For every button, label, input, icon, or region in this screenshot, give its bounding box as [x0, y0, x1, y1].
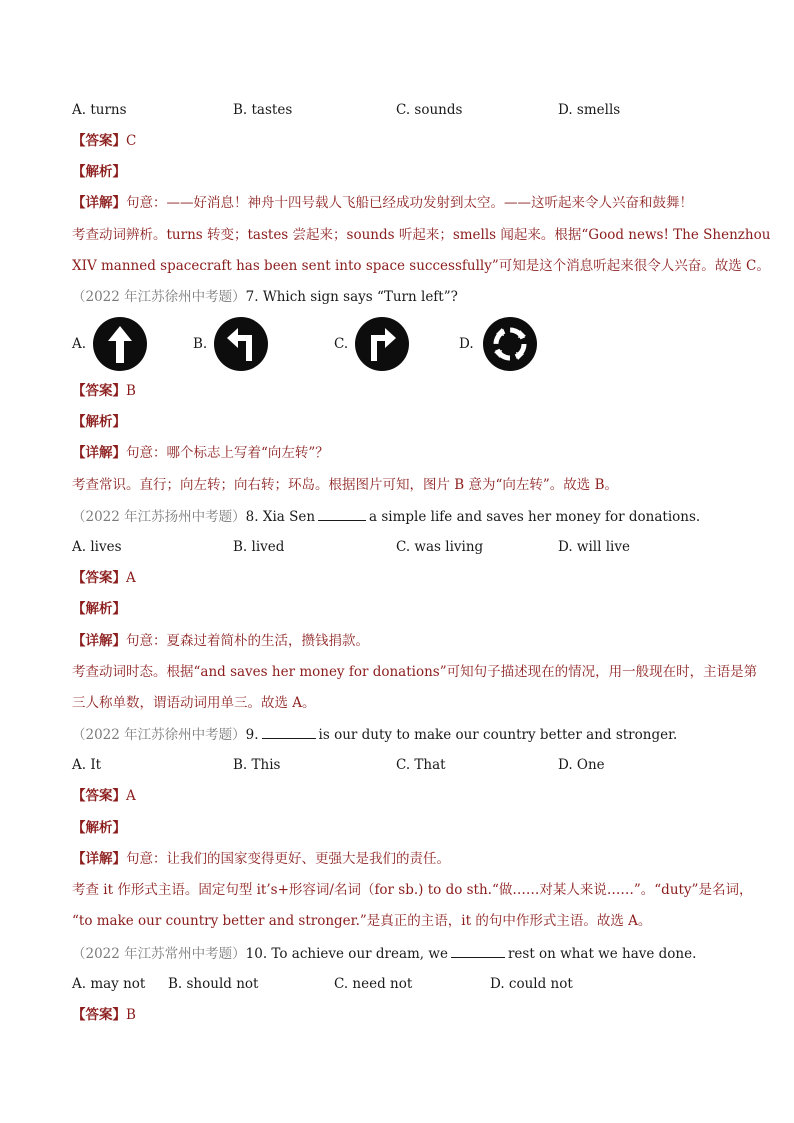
q10-option-c: C. need not — [334, 976, 413, 992]
q7-option-c-label: C. — [334, 336, 349, 352]
q8-explain-1: 考查动词时态。根据“and saves her money for donations”可知句子描述现在的情况，用一般现在时，主语是第 — [72, 664, 758, 680]
answer-value: A — [126, 788, 136, 804]
q9-analysis — [72, 818, 126, 838]
answer-value: B — [126, 383, 136, 399]
question-stem-start: 8. Xia Sen — [245, 509, 316, 525]
q9-option-d: D. One — [558, 757, 605, 773]
q8-option-b: B. lived — [233, 539, 285, 555]
question-stem-end: rest on what we have done. — [507, 946, 697, 962]
answer-value: C — [126, 133, 137, 149]
q9-option-c: C. That — [396, 757, 446, 773]
question-source: （2022 年江苏徐州中考题） — [72, 727, 246, 743]
q9-stem-line — [72, 724, 677, 745]
q7-option-b-label: B. — [193, 336, 208, 352]
question-source: （2022 年江苏徐州中考题） — [72, 289, 246, 305]
q7-explain-1: 考查常识。直行；向左转；向右转；环岛。根据图片可知，图片 B 意为“向左转”。故选 B。 — [72, 477, 619, 493]
q10-answer — [72, 1005, 136, 1025]
analysis-label: 【解析】 — [72, 164, 126, 180]
roundabout-icon — [482, 316, 538, 372]
q8-stem-line — [72, 506, 700, 527]
q8-analysis — [72, 599, 126, 619]
q9-explain-2: “to make our country better and stronger.”是真正的主语，it 的句中作形式主语。故选 A。 — [72, 913, 652, 929]
q7-option-d-label: D. — [459, 336, 474, 352]
question-source: （2022 年江苏常州中考题） — [72, 946, 246, 962]
question-stem-end: a simple life and saves her money for donations. — [369, 509, 701, 525]
answer-label: 【答案】 — [72, 383, 126, 399]
analysis-label: 【解析】 — [72, 414, 126, 430]
answer-label: 【答案】 — [72, 570, 126, 586]
q9-option-b: B. This — [233, 757, 281, 773]
analysis-label: 【解析】 — [72, 820, 126, 836]
q8-option-d: D. will live — [558, 539, 630, 555]
q8-option-a: A. lives — [72, 539, 122, 555]
q8-detail — [72, 631, 369, 651]
detail-text: 句意：让我们的国家变得更好、更强大是我们的责任。 — [126, 851, 450, 867]
q9-answer — [72, 786, 136, 806]
answer-label: 【答案】 — [72, 1007, 126, 1023]
q7-detail — [72, 443, 329, 463]
answer-label: 【答案】 — [72, 788, 126, 804]
turn-left-arrow-icon — [213, 316, 269, 372]
q6-option-b: B. tastes — [233, 102, 293, 118]
turn-right-arrow-icon — [354, 316, 410, 372]
answer-value: A — [126, 570, 136, 586]
q7-option-a-label: A. — [72, 336, 87, 352]
q6-option-c: C. sounds — [396, 102, 463, 118]
q8-option-c: C. was living — [396, 539, 484, 555]
analysis-label: 【解析】 — [72, 601, 126, 617]
question-source: （2022 年江苏扬州中考题） — [72, 509, 246, 525]
q7-stem-line — [72, 287, 458, 307]
detail-label: 【详解】 — [72, 445, 126, 461]
q7-analysis — [72, 412, 126, 432]
detail-label: 【详解】 — [72, 633, 126, 649]
q10-option-b: B. should not — [168, 976, 259, 992]
q10-option-d: D. could not — [490, 976, 573, 992]
detail-text: 句意：夏森过着简朴的生活，攒钱捐款。 — [126, 633, 369, 649]
q9-explain-1: 考查 it 作形式主语。固定句型 it’s+形容词/名词（for sb.) to do sth.“做……对某人来说……”。“duty”是名词， — [72, 882, 753, 898]
q6-explain-1: 考查动词辨析。turns 转变；tastes 尝起来；sounds 听起来；smells 闻起来。根据“Good news! The Shenzhou — [72, 227, 771, 243]
question-stem: 7. Which sign says “Turn left”? — [245, 289, 458, 305]
q6-detail — [72, 193, 693, 213]
detail-label: 【详解】 — [72, 195, 126, 211]
question-stem-end: is our duty to make our country better and stronger. — [318, 727, 678, 743]
q7-answer — [72, 381, 136, 401]
detail-text: 句意：——好消息！神舟十四号载人飞船已经成功发射到太空。——这听起来令人兴奋和鼓舞！ — [126, 195, 693, 211]
straight-arrow-icon — [92, 316, 148, 372]
q6-option-d: D. smells — [558, 102, 621, 118]
answer-value: B — [126, 1007, 136, 1023]
q9-option-a: A. It — [72, 757, 102, 773]
q6-answer — [72, 131, 136, 151]
q10-option-a: A. may not — [72, 976, 146, 992]
question-stem-start: 10. To achieve our dream, we — [245, 946, 448, 962]
q6-option-a: A. turns — [72, 102, 127, 118]
q10-stem-line — [72, 943, 696, 964]
detail-text: 句意：哪个标志上写着“向左转”？ — [126, 445, 329, 461]
answer-blank — [451, 943, 505, 958]
answer-blank — [318, 506, 366, 521]
detail-label: 【详解】 — [72, 851, 126, 867]
q6-explain-2: XIV manned spacecraft has been sent into space successfully”可知是这个消息听起来很令人兴奋。故选 C。 — [72, 258, 770, 274]
answer-blank — [262, 724, 316, 739]
q8-explain-2: 三人称单数，谓语动词用单三。故选 A。 — [72, 695, 316, 711]
q6-analysis — [72, 162, 126, 182]
question-stem-start: 9. — [245, 727, 259, 743]
q9-detail — [72, 849, 450, 869]
answer-label: 【答案】 — [72, 133, 126, 149]
q8-answer — [72, 568, 136, 588]
